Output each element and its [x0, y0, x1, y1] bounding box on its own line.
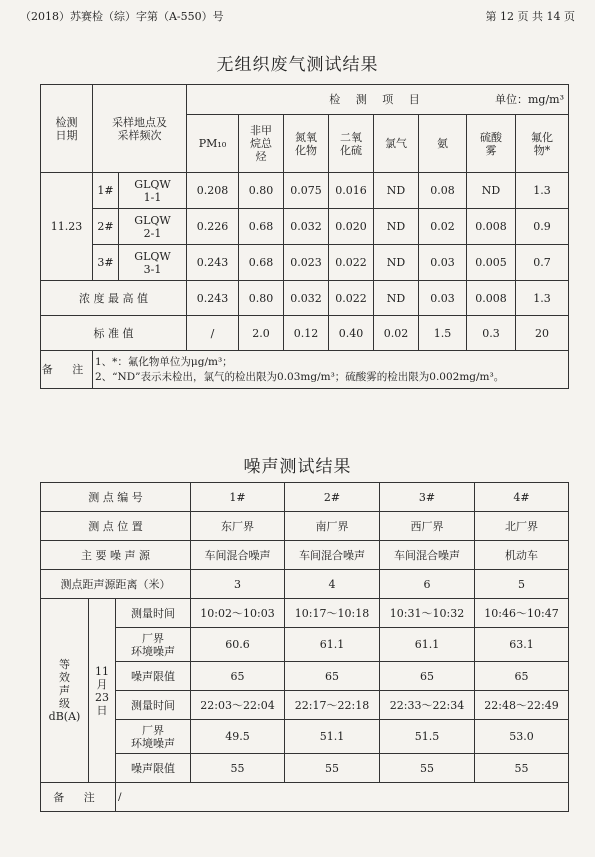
measurement-value: 0.68: [239, 209, 284, 245]
measurement-value: 0.08: [419, 173, 467, 209]
table2-title: 噪声测试结果: [243, 457, 352, 477]
day-noise-value: 60.6: [191, 628, 285, 662]
measurement-value: ND: [374, 245, 419, 281]
measurement-value: 0.022: [329, 245, 374, 281]
noise-source: 车间混合噪声: [285, 541, 380, 570]
standard-value: 0.12: [284, 316, 329, 351]
measurement-value: 0.226: [187, 209, 239, 245]
max-value: 1.3: [516, 281, 569, 316]
max-value: 0.03: [419, 281, 467, 316]
noise-source: 车间混合噪声: [380, 541, 475, 570]
measurement-value: ND: [467, 173, 516, 209]
day-noise-limit: 65: [191, 662, 285, 691]
day-noise-value: 63.1: [475, 628, 569, 662]
unit-label: 单位：mg/m³: [494, 93, 564, 106]
sample-frequency: 3#: [93, 245, 119, 281]
source-label: 主 要 噪 声 源: [41, 541, 191, 570]
date-label: 11 月 23 日: [89, 599, 116, 783]
standard-value: 1.5: [419, 316, 467, 351]
distance-label: 测点距声源距离（米）: [41, 570, 191, 599]
day-measure-time: 10:31～10:32: [380, 599, 475, 628]
level-label: 等 效 声 级 dB(A): [41, 599, 89, 783]
standard-label: 标 准 值: [41, 316, 187, 351]
point-number: 4#: [475, 483, 569, 512]
day-measure-time: 10:02～10:03: [191, 599, 285, 628]
point-number: 3#: [380, 483, 475, 512]
point-position: 西厂界: [380, 512, 475, 541]
point-position: 南厂界: [285, 512, 380, 541]
day-noise-limit: 65: [475, 662, 569, 691]
max-label: 浓 度 最 高 值: [41, 281, 187, 316]
night-measure-time: 22:03～22:04: [191, 691, 285, 720]
standard-value: 0.3: [467, 316, 516, 351]
point-position: 北厂界: [475, 512, 569, 541]
measurement-value: ND: [374, 173, 419, 209]
pollutant-header: 硫酸 雾: [467, 115, 516, 173]
measurement-value: 0.016: [329, 173, 374, 209]
night-time-label: 测量时间: [116, 691, 191, 720]
remark-line-1: 1、*：氟化物单位为μg/m³；: [95, 355, 233, 368]
remarks-label: 备 注: [41, 351, 93, 389]
noise-remarks-content: /: [116, 783, 569, 812]
noise-table: [40, 482, 569, 812]
measurement-value: 0.7: [516, 245, 569, 281]
noise-remarks-label: 备 注: [41, 783, 116, 812]
max-value: 0.243: [187, 281, 239, 316]
night-measure-time: 22:17～22:18: [285, 691, 380, 720]
standard-value: 0.40: [329, 316, 374, 351]
day-noise-limit: 65: [380, 662, 475, 691]
sample-site: GLQW 1-1: [119, 173, 187, 209]
pollutant-header: PM₁₀: [187, 115, 239, 173]
items-header: [187, 85, 569, 115]
night-noise-limit: 55: [475, 754, 569, 783]
night-noise-value: 49.5: [191, 720, 285, 754]
measurement-value: 0.020: [329, 209, 374, 245]
night-noise-value: 51.5: [380, 720, 475, 754]
max-value: 0.032: [284, 281, 329, 316]
night-measure-time: 22:48～22:49: [475, 691, 569, 720]
night-measure-time: 22:33～22:34: [380, 691, 475, 720]
day-noise-limit: 65: [285, 662, 380, 691]
night-noise-value: 51.1: [285, 720, 380, 754]
pollutant-header: 二氧 化硫: [329, 115, 374, 173]
max-value: 0.80: [239, 281, 284, 316]
night-noise-value: 53.0: [475, 720, 569, 754]
standard-value: 2.0: [239, 316, 284, 351]
max-value: ND: [374, 281, 419, 316]
day-noise-value: 61.1: [380, 628, 475, 662]
page-header: [20, 8, 575, 26]
source-distance: 3: [191, 570, 285, 599]
standard-value: 0.02: [374, 316, 419, 351]
night-noise-limit: 55: [191, 754, 285, 783]
point-number: 2#: [285, 483, 380, 512]
col-header-site: 采样地点及 采样频次: [93, 85, 187, 173]
day-noise-label: 厂界 环境噪声: [116, 628, 191, 662]
day-limit-label: 噪声限值: [116, 662, 191, 691]
point-number: 1#: [191, 483, 285, 512]
measurement-value: 0.208: [187, 173, 239, 209]
night-limit-label: 噪声限值: [116, 754, 191, 783]
page-number: 第 12 页 共 14 页: [485, 10, 575, 23]
measurement-value: 0.68: [239, 245, 284, 281]
measurement-value: 0.9: [516, 209, 569, 245]
measurement-value: 1.3: [516, 173, 569, 209]
measurement-value: 0.075: [284, 173, 329, 209]
pollutant-header: 氮氧 化物: [284, 115, 329, 173]
measurement-value: 0.02: [419, 209, 467, 245]
sample-site: GLQW 3-1: [119, 245, 187, 281]
noise-source: 机动车: [475, 541, 569, 570]
measurement-value: 0.023: [284, 245, 329, 281]
day-noise-value: 61.1: [285, 628, 380, 662]
measurement-value: 0.032: [284, 209, 329, 245]
day-measure-time: 10:46～10:47: [475, 599, 569, 628]
pollutant-header: 非甲 烷总 烃: [239, 115, 284, 173]
measurement-value: 0.008: [467, 209, 516, 245]
position-label: 测 点 位 置: [41, 512, 191, 541]
pollutant-header: 氨: [419, 115, 467, 173]
source-distance: 4: [285, 570, 380, 599]
point-position: 东厂界: [191, 512, 285, 541]
max-value: 0.008: [467, 281, 516, 316]
measurement-value: ND: [374, 209, 419, 245]
night-noise-limit: 55: [380, 754, 475, 783]
source-distance: 5: [475, 570, 569, 599]
standard-value: 20: [516, 316, 569, 351]
sample-date: 11.23: [41, 173, 93, 281]
sample-frequency: 1#: [93, 173, 119, 209]
point-no-label: 测 点 编 号: [41, 483, 191, 512]
day-measure-time: 10:17～10:18: [285, 599, 380, 628]
table1-title: 无组织废气测试结果: [216, 55, 379, 75]
col-header-date: 检测 日期: [41, 85, 93, 173]
night-noise-label: 厂界 环境噪声: [116, 720, 191, 754]
measurement-value: 0.005: [467, 245, 516, 281]
sample-frequency: 2#: [93, 209, 119, 245]
max-value: 0.022: [329, 281, 374, 316]
document-number: （2018）苏赛检（综）字第（A-550）号: [20, 10, 224, 23]
source-distance: 6: [380, 570, 475, 599]
measurement-value: 0.80: [239, 173, 284, 209]
noise-source: 车间混合噪声: [191, 541, 285, 570]
measurement-value: 0.03: [419, 245, 467, 281]
remarks-content: [93, 351, 569, 389]
pollutant-header: 氯气: [374, 115, 419, 173]
measurement-value: 0.243: [187, 245, 239, 281]
items-label: 检 测 项 目: [329, 93, 426, 106]
standard-value: /: [187, 316, 239, 351]
exhaust-gas-table: [40, 84, 569, 389]
night-noise-limit: 55: [285, 754, 380, 783]
day-time-label: 测量时间: [116, 599, 191, 628]
pollutant-header: 氟化 物*: [516, 115, 569, 173]
remark-line-2: 2、“ND”表示未检出，氯气的检出限为0.03mg/m³；硫酸雾的检出限为0.002mg/m³。: [95, 370, 505, 383]
sample-site: GLQW 2-1: [119, 209, 187, 245]
